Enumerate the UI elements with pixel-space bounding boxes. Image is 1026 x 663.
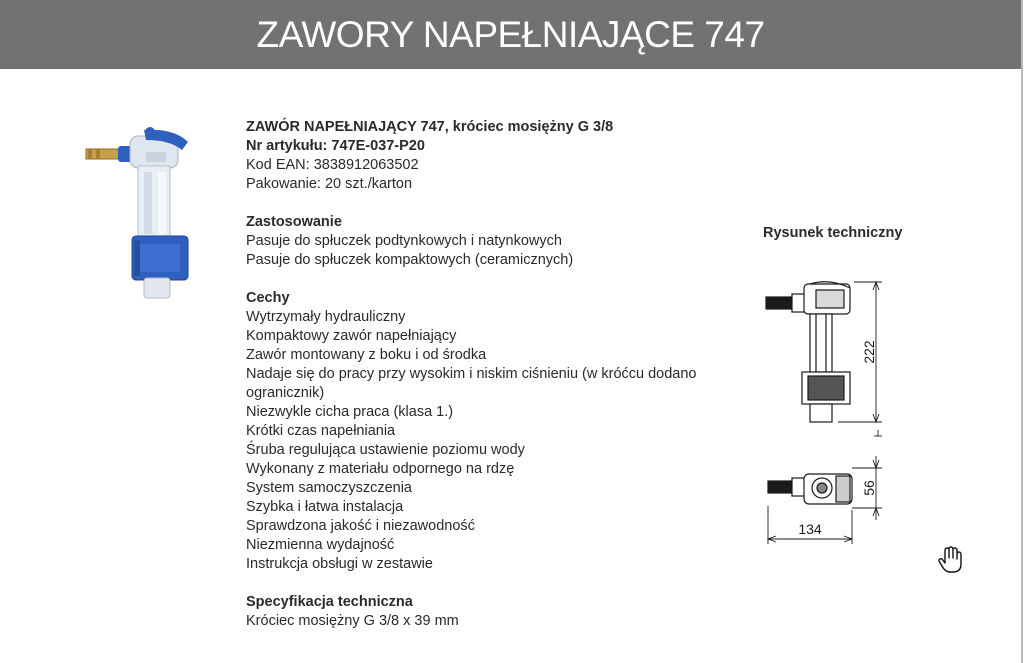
page-header	[0, 0, 1021, 69]
top-view	[768, 474, 852, 504]
dimension-height-label: 222	[861, 340, 877, 364]
list-item: Nadaje się do pracy przy wysokim i niskim ciśnieniu (w króćcu dodano ogranicznik)	[246, 366, 697, 401]
dimension-width-label: 134	[798, 521, 822, 537]
features-section	[246, 289, 736, 574]
drawing-title: Rysunek techniczny	[763, 225, 903, 241]
ean-code: Kod EAN: 3838912063502	[246, 157, 419, 173]
list-item: Niezwykle cicha praca (klasa 1.)	[246, 404, 454, 420]
technical-drawing	[758, 270, 898, 550]
page-title: ZAWORY NAPEŁNIAJĄCE 747	[256, 13, 765, 55]
list-item: Szybka i łatwa instalacja	[246, 499, 404, 515]
right-edge-divider	[1021, 0, 1023, 663]
hand-cursor-icon	[938, 546, 964, 574]
dimension-depth-label: 56	[861, 480, 877, 496]
list-item: Pasuje do spłuczek podtynkowych i natynkowych	[246, 233, 562, 249]
usage-section	[246, 213, 736, 270]
list-item: Śruba regulująca ustawienie poziomu wody	[246, 442, 525, 458]
article-number: Nr artykułu: 747E-037-P20	[246, 138, 425, 154]
section-heading: Zastosowanie	[246, 214, 342, 230]
list-item: Króciec mosiężny G 3/8 x 39 mm	[246, 613, 459, 629]
section-heading: Cechy	[246, 290, 290, 306]
spec-section	[246, 593, 736, 631]
product-name: ZAWÓR NAPEŁNIAJĄCY 747, króciec mosiężny G 3/8	[246, 119, 614, 135]
list-item: Zawór montowany z boku i od środka	[246, 347, 487, 363]
packaging: Pakowanie: 20 szt./karton	[246, 176, 413, 192]
list-item: Instrukcja obsługi w zestawie	[246, 556, 433, 572]
product-description	[246, 118, 736, 631]
list-item: Wykonany z materiału odpornego na rdzę	[246, 461, 515, 477]
list-item: Sprawdzona jakość i niezawodność	[246, 518, 475, 534]
section-heading: Specyfikacja techniczna	[246, 594, 413, 610]
list-item: System samoczyszczenia	[246, 480, 412, 496]
list-item: Pasuje do spłuczek kompaktowych (ceramicznych)	[246, 252, 574, 268]
list-item: Niezmienna wydajność	[246, 537, 395, 553]
list-item: Kompaktowy zawór napełniający	[246, 328, 457, 344]
side-view	[766, 282, 850, 422]
list-item: Wytrzymały hydrauliczny	[246, 309, 406, 325]
list-item: Krótki czas napełniania	[246, 423, 396, 439]
product-photo	[84, 122, 196, 300]
